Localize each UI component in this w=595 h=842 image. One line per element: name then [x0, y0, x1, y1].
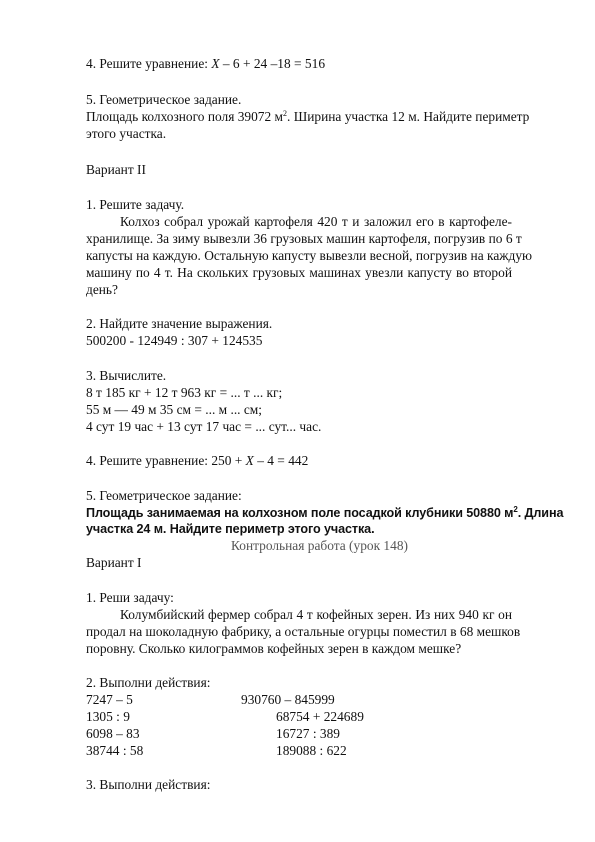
control-task1-line: Колумбийский фермер собрал 4 т кофейных зерен. Из них 940 кг он	[120, 607, 512, 622]
control-variant-title: Вариант I	[86, 555, 142, 570]
control-task1-title: 1. Реши задачу:	[86, 590, 174, 605]
v1-task5-line1	[86, 109, 530, 125]
v2-task5-line2: участка 24 м. Найдите периметр этого участка.	[86, 522, 375, 536]
control-task2-left: 38744 : 58	[86, 743, 144, 758]
control-task2-title: 2. Выполни действия:	[86, 675, 211, 690]
v2-task5-sup: 2	[513, 505, 518, 514]
v1-task5-line1-a: Площадь колхозного поля 39072 м	[86, 109, 284, 124]
variant2-title: Вариант II	[86, 162, 146, 177]
v2-task5-line1-b: . Длина	[517, 506, 564, 520]
control-task2-right: 930760 – 845999	[241, 692, 335, 707]
v1-task5-sup: 2	[283, 109, 288, 118]
control-task1-line: продал на шоколадную фабрику, а остальные огурцы поместил в 68 мешков	[86, 624, 521, 639]
v1-task5-title: 5. Геометрическое задание.	[86, 92, 242, 107]
v1-task4: 4. Решите уравнение: X – 6 + 24 –18 = 516	[86, 56, 326, 71]
v2-task2-title: 2. Найдите значение выражения.	[86, 316, 273, 331]
control-task2-right: 68754 + 224689	[276, 709, 364, 724]
v2-task4: 4. Решите уравнение: 250 + X – 4 = 442	[86, 453, 309, 468]
control-task2-left: 1305 : 9	[86, 709, 130, 724]
v2-task5-title: 5. Геометрическое задание:	[86, 488, 242, 503]
control-task3-title: 3. Выполни действия:	[86, 777, 211, 792]
v1-task5-line1-b: . Ширина участка 12 м. Найдите периметр	[287, 109, 530, 124]
v2-task1-title: 1. Решите задачу.	[86, 197, 185, 212]
v2-task2-expression: 500200 - 124949 : 307 + 124535	[86, 333, 263, 348]
v2-task3-line: 4 сут 19 час + 13 сут 17 час = ... сут... час.	[86, 419, 322, 434]
v1-task5-line2: этого участка.	[86, 126, 167, 141]
control-task1-line: поровну. Сколько килограммов кофейных зерен в каждом мешке?	[86, 641, 462, 656]
control-task2-left: 7247 – 5	[86, 692, 133, 707]
control-heading: Контрольная работа (урок 148)	[231, 538, 408, 553]
control-task2-right: 16727 : 389	[276, 726, 340, 741]
v2-task3-line: 55 м — 49 м 35 см = ... м ... см;	[86, 402, 263, 417]
v2-task1-line: день?	[86, 282, 118, 297]
v2-task1-line: капусты на каждую. Остальную капусту вывезли весной, погрузив на каждую	[86, 248, 533, 263]
control-task2-right: 189088 : 622	[276, 743, 347, 758]
v2-task1-line: Колхоз собрал урожай картофеля 420 т и заложил его в картофеле-	[120, 214, 512, 229]
v2-task5-line1	[86, 505, 564, 521]
v2-task1-line: хранилище. За зиму вывезли 36 грузовых машин картофеля, погрузив по 6 т	[86, 231, 522, 246]
v2-task5-line1-a: Площадь занимаемая на колхозном поле посадкой клубники 50880 м	[86, 506, 514, 520]
v2-task3-line: 8 т 185 кг + 12 т 963 кг = ... т ... кг;	[86, 385, 283, 400]
v2-task1-line: машину по 4 т. На скольких грузовых машинах увезли капусту во второй	[86, 265, 512, 280]
v2-task3-title: 3. Вычислите.	[86, 368, 167, 383]
control-task2-left: 6098 – 83	[86, 726, 140, 741]
